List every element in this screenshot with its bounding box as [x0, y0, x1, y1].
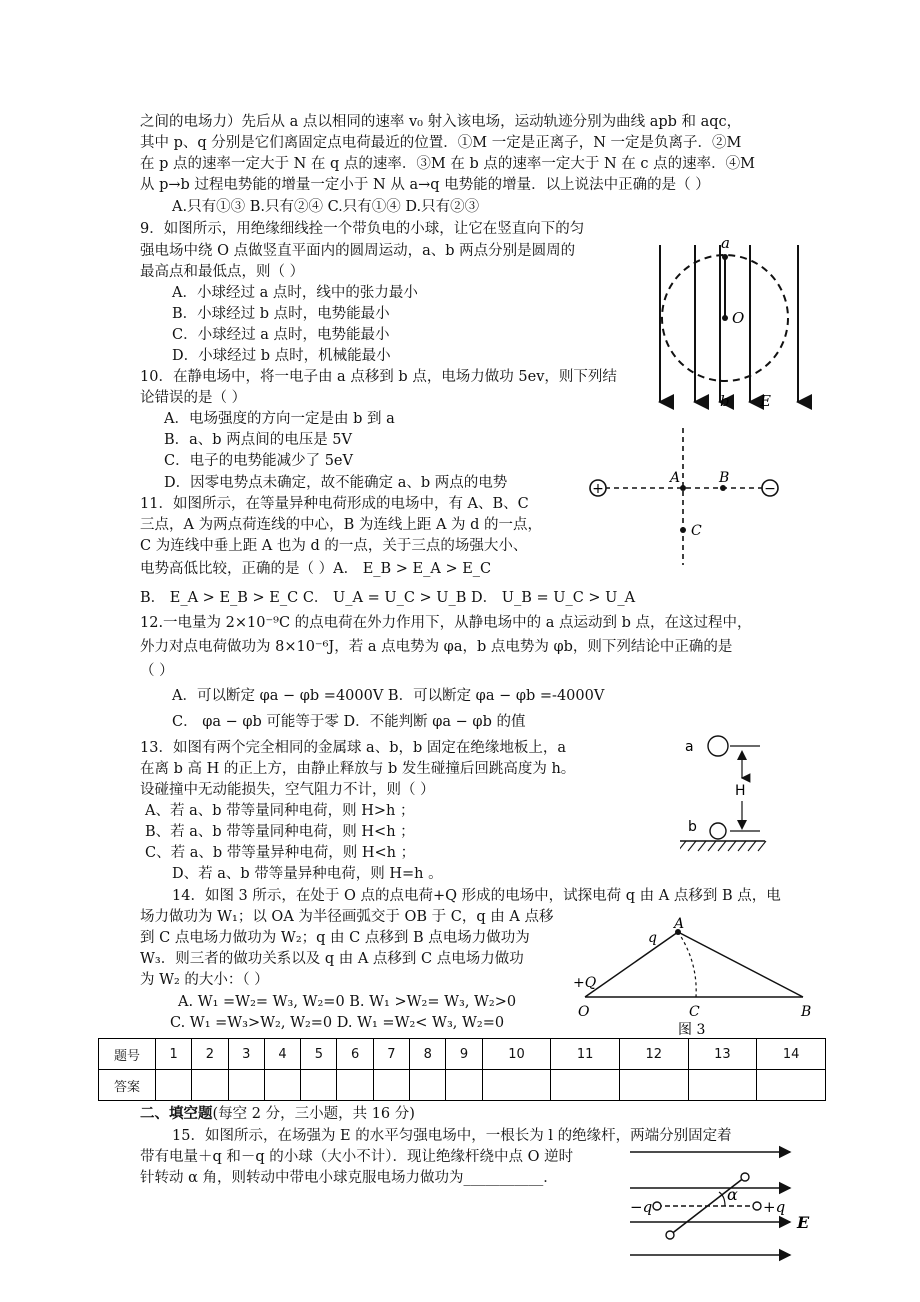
table-cell: 12: [619, 1039, 688, 1070]
q12-line3: （ ）: [140, 663, 174, 679]
table-cell: 13: [688, 1039, 757, 1070]
label-E: E: [760, 392, 771, 410]
table-cell: 3: [228, 1039, 264, 1070]
table-cell: 7: [373, 1039, 409, 1070]
q14-options-cd: C. W₁ =W₃>W₂, W₂=0 D. W₁ =W₂< W₃, W₂=0: [170, 1015, 505, 1031]
q11-line4: 电势高低比较，正确的是（ ）A． E_B > E_A > E_C: [140, 561, 492, 577]
table-cell: 9: [446, 1039, 482, 1070]
q8-line1: 之间的电场力）先后从 a 点以相同的速率 v₀ 射入该电场，运动轨迹分别为曲线 apb 和 aqc，: [140, 114, 742, 130]
answer-cell[interactable]: [757, 1070, 826, 1101]
svg-text:q: q: [648, 930, 657, 946]
label-O: O: [732, 309, 745, 327]
table-cell: 4: [264, 1039, 300, 1070]
q9-figure: [650, 230, 820, 415]
q9-line2: 强电场中绕 O 点做竖直平面内的圆周运动，a、b 两点分别是圆周的: [140, 243, 576, 259]
q11-line2: 三点，A 为两点荷连线的中心，B 为连线上距 A 为 d 的一点，: [140, 517, 543, 533]
section2-title: 二、填空题: [140, 1105, 213, 1122]
answer-cell[interactable]: [551, 1070, 620, 1101]
q9-option-c: C．小球经过 a 点时，电势能最小: [172, 327, 390, 343]
answer-cell[interactable]: [192, 1070, 228, 1101]
q14-line5: 为 W₂ 的大小：（ ）: [140, 972, 269, 988]
label-b: b: [720, 392, 730, 410]
svg-text:a: a: [685, 739, 694, 755]
answer-cell[interactable]: [446, 1070, 482, 1101]
q14-line3: 到 C 点电场力做功为 W₂；q 由 C 点移到 B 点电场力做功为: [140, 930, 530, 946]
answer-table: [98, 1038, 826, 1101]
svg-text:−q: −q: [630, 1198, 653, 1216]
answer-cell[interactable]: [301, 1070, 337, 1101]
table-head-answer: 答案: [99, 1070, 156, 1101]
q13-line3: 设碰撞中无动能损失，空气阻力不计，则（ ）: [140, 782, 435, 798]
table-cell: 5: [301, 1039, 337, 1070]
q13-option-c: C、若 a、b 带等量异种电荷，则 H<h ；: [145, 845, 416, 861]
svg-text:C: C: [689, 1004, 700, 1020]
q11-line5: B． E_A > E_B > E_C C． U_A = U_C > U_B D． U_B = U_C > U_A: [140, 590, 636, 606]
svg-text:O: O: [578, 1004, 590, 1020]
answer-cell[interactable]: [373, 1070, 409, 1101]
q13-line2: 在离 b 高 H 的正上方，由静止释放与 b 发生碰撞后回跳高度为 h。: [140, 761, 576, 777]
q8-line3: 在 p 点的速率一定大于 N 在 q 点的速率．③M 在 b 点的速率一定大于 N 在 c 点的速率．④M: [140, 156, 755, 172]
q14-line2: 场力做功为 W₁；以 OA 为半径画弧交于 OB 于 C，q 由 A 点移: [140, 909, 554, 925]
table-head-number: 题号: [99, 1039, 156, 1070]
q9-line3: 最高点和最低点，则（ ）: [140, 264, 305, 280]
table-cell: 14: [757, 1039, 826, 1070]
q10-option-b: B．a、b 两点间的电压是 5V: [164, 432, 352, 448]
q14-line1: 14．如图 3 所示，在处于 O 点的点电荷+Q 形成的电场中，试探电荷 q 由 A 点移到 B 点，电: [172, 888, 781, 904]
q8-line2: 其中 p、q 分别是它们离固定点电荷最近的位置．①M 一定是正离子，N 一定是负离子．②M: [140, 135, 742, 151]
answer-cell[interactable]: [264, 1070, 300, 1101]
table-row: [99, 1039, 826, 1070]
q10-line1: 10．在静电场中，将一电子由 a 点移到 b 点，电场力做功 5ev，则下列结: [140, 369, 617, 385]
table-row: [99, 1070, 826, 1101]
q12-line2: 外力对点电荷做功为 8×10⁻⁶J，若 a 点电势为 φa，b 点电势为 φb，则下列结论中正确的是: [140, 639, 733, 655]
q13-figure: [680, 733, 780, 858]
table-cell: 6: [337, 1039, 373, 1070]
svg-text:α: α: [727, 1185, 738, 1204]
q9-option-a: A．小球经过 a 点时，线中的张力最小: [172, 285, 418, 301]
table-cell: 8: [410, 1039, 446, 1070]
q15-line3: 针转动 α 角，则转动中带电小球克服电场力做功为___________．: [140, 1170, 558, 1186]
svg-text:A: A: [670, 470, 681, 486]
q9-option-b: B．小球经过 b 点时，电势能最小: [172, 306, 390, 322]
q12-options-ab: A．可以断定 φa − φb =4000V B．可以断定 φa − φb =-4000V: [172, 688, 605, 704]
svg-text:图 3: 图 3: [678, 1022, 706, 1037]
svg-text:+q: +q: [763, 1198, 786, 1216]
table-cell: 1: [156, 1039, 192, 1070]
svg-text:−: −: [764, 481, 776, 497]
q8-line4: 从 p→b 过程电势能的增量一定小于 N 从 a→q 电势能的增量．以上说法中正确的是（ ）: [140, 177, 710, 193]
section2-desc: (每空 2 分，三小题，共 16 分): [212, 1106, 415, 1122]
svg-text:B: B: [719, 470, 730, 486]
svg-text:H: H: [735, 783, 746, 799]
q11-line1: 11．如图所示，在等量异种电荷形成的电场中，有 A、B、C: [140, 496, 529, 512]
table-cell: 2: [192, 1039, 228, 1070]
answer-cell[interactable]: [410, 1070, 446, 1101]
q14-figure: [568, 912, 818, 1037]
q13-option-b: B、若 a、b 带等量同种电荷，则 H<h ；: [145, 824, 415, 840]
svg-text:B: B: [801, 1004, 812, 1020]
table-cell: 10: [482, 1039, 551, 1070]
q14-options-ab: A. W₁ =W₂= W₃, W₂=0 B. W₁ >W₂= W₃, W₂>0: [178, 994, 517, 1010]
q10-option-a: A．电场强度的方向一定是由 b 到 a: [164, 411, 395, 427]
q15-figure: [625, 1140, 815, 1270]
svg-text:A: A: [674, 916, 685, 932]
svg-text:C: C: [691, 523, 702, 539]
section2-heading: [140, 1103, 415, 1125]
q9-option-d: D．小球经过 b 点时，机械能最小: [172, 348, 391, 364]
q10-option-c: C．电子的电势能减少了 5eV: [164, 453, 353, 469]
q9-line1: 9．如图所示，用绝缘细线拴一个带负电的小球，让它在竖直向下的匀: [140, 221, 585, 237]
table-cell: 11: [551, 1039, 620, 1070]
q13-option-a: A、若 a、b 带等量同种电荷，则 H>h ；: [145, 803, 415, 819]
answer-cell[interactable]: [156, 1070, 192, 1101]
answer-cell[interactable]: [482, 1070, 551, 1101]
q15-line1: 15．如图所示，在场强为 E 的水平匀强电场中，一根长为 l 的绝缘杆，两端分别固定着: [172, 1128, 732, 1144]
q13-line1: 13．如图有两个完全相同的金属球 a、b，b 固定在绝缘地板上，a: [140, 740, 567, 756]
q12-options-cd: C． φa − φb 可能等于零 D．不能判断 φa − φb 的值: [172, 714, 526, 730]
q12-line1: 12.一电量为 2×10⁻⁹C 的点电荷在外力作用下，从静电场中的 a 点运动到 b 点，在这过程中，: [140, 615, 752, 631]
answer-cell[interactable]: [337, 1070, 373, 1101]
answer-cell[interactable]: [619, 1070, 688, 1101]
q10-line2: 论错误的是（ ）: [140, 390, 247, 406]
answer-cell[interactable]: [228, 1070, 264, 1101]
q14-line4: W₃．则三者的做功关系以及 q 由 A 点移到 C 点电场力做功: [140, 951, 524, 967]
q10-option-d: D．因零电势点未确定，故不能确定 a、b 两点的电势: [164, 475, 508, 491]
svg-text:b: b: [688, 819, 697, 835]
q11-figure: [585, 425, 785, 570]
label-a: a: [721, 234, 730, 252]
q8-options: A.只有①③ B.只有②④ C.只有①④ D.只有②③: [172, 199, 480, 215]
q11-line3: C 为连线中垂上距 A 也为 d 的一点，关于三点的场强大小、: [140, 538, 528, 554]
svg-text:+Q: +Q: [573, 975, 597, 991]
svg-text:E: E: [797, 1213, 810, 1232]
q15-line2: 带有电量＋q 和－q 的小球（大小不计）．现让绝缘杆绕中点 O 逆时: [140, 1149, 574, 1165]
q13-option-d: D、若 a、b 带等量异种电荷，则 H=h 。: [172, 866, 443, 882]
svg-text:+: +: [592, 481, 604, 497]
answer-cell[interactable]: [688, 1070, 757, 1101]
